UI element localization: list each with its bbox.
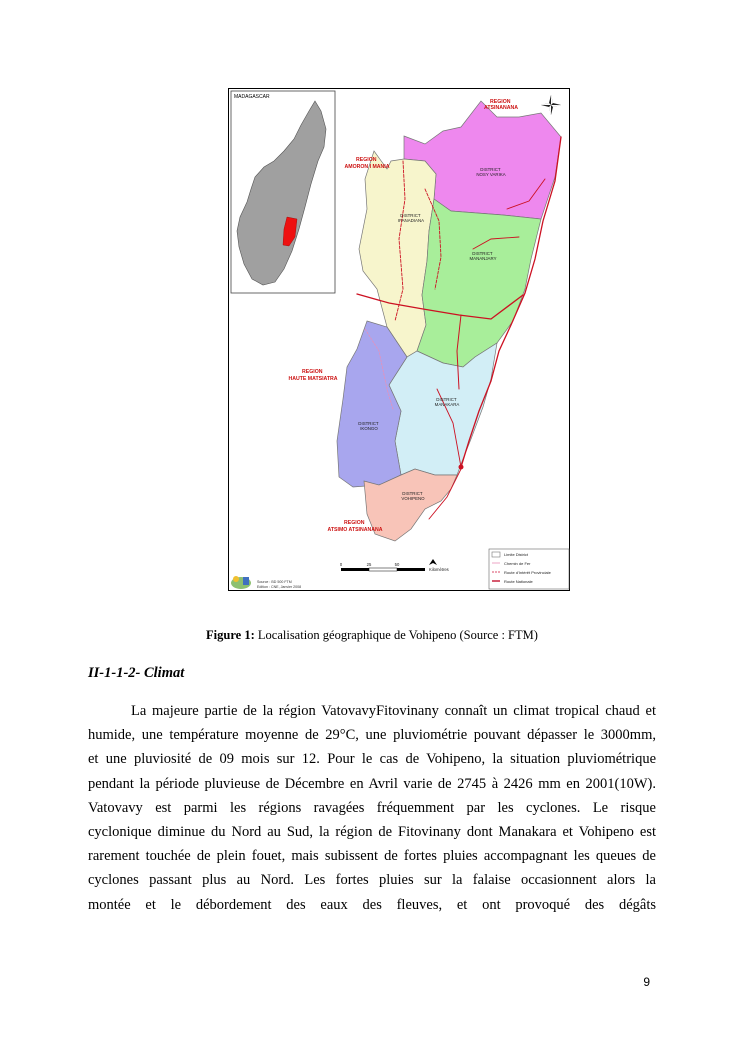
climate-paragraph <box>88 699 656 917</box>
legend <box>489 549 569 589</box>
compass-icon <box>541 95 561 115</box>
source-line-0: Source : BD 500 FTM <box>257 580 292 584</box>
paragraph-line: pendant la période pluvieuse de Décembre en Avril varie de 2745 à 2426 mm en 2001(10W). <box>88 775 656 792</box>
source-line-1: Edition : CNE, Janvier 2008 <box>257 585 302 589</box>
source-credits <box>231 576 301 589</box>
section-title: II-1-1-2- Climat <box>88 665 185 681</box>
region-amoron-imania-label: REGION AMORON I MANIA <box>344 157 390 170</box>
region-haute-matsiatra-label: REGION HAUTE MATSIATRA <box>288 369 338 382</box>
district-mananjary <box>417 199 541 367</box>
inset-label: MADAGASCAR <box>234 94 270 100</box>
district-nosy-varika-label: DISTRICT NOSY VARIKA <box>476 167 506 177</box>
paragraph-line: humide, une température moyenne de 29°C, une pluviométrie pouvant dépasser le 3000mm, <box>88 727 656 744</box>
scale-bar <box>340 559 449 572</box>
district-vohipeno-label: DISTRICT VOHIPENO <box>401 491 425 501</box>
region-atsinanana-label: REGION ATSINANANA <box>484 99 518 111</box>
paragraph-line: cyclones passant plus au Nord. Les fortes pluies sur la falaise occasionnent alors la <box>88 872 656 889</box>
paragraph-line: montée et le débordement des eaux des fleuves, et ont provoqué des dégâts <box>88 896 656 913</box>
scale-unit: Kilomètres <box>429 567 449 572</box>
scale-tick-2: 50 <box>394 562 400 567</box>
paragraph-line: Vatovavy est parmi les régions ravagées fréquemment par les cyclones. Le risque <box>88 799 656 816</box>
map-figure <box>228 88 570 591</box>
map-svg <box>229 89 571 592</box>
scale-tick-1: 25 <box>366 562 372 567</box>
north-arrow-icon <box>429 559 437 565</box>
region-atsimo-atsinanana-label: REGION ATSIMO ATSINANANA <box>327 520 383 533</box>
district-manakara <box>389 343 497 475</box>
paragraph-line: cyclonique diminue du Nord au Sud, la région de Fitovinany dont Manakara et Vohipeno est <box>88 823 656 840</box>
district-ikongo-label: DISTRICT IKONGO <box>358 421 379 431</box>
paragraph-line: et une pluviosité de 09 mois sur 12. Pour le cas de Vohipeno, la situation pluviométrique <box>88 751 656 768</box>
caption-text: Localisation géographique de Vohipeno (Source : FTM) <box>254 628 538 642</box>
district-manakara-label: DISTRICT MANAKARA <box>434 397 460 407</box>
caption-label: Figure 1: <box>206 628 255 642</box>
district-ikongo <box>337 321 407 487</box>
district-mananjary-label: DISTRICT MANANJARY <box>469 251 497 261</box>
legend-item-1: Chemin de Fer <box>504 561 531 566</box>
figure-caption <box>0 628 744 643</box>
ftm-logo-icon <box>231 576 251 589</box>
paragraph-line: La majeure partie de la région VatovavyFitovinany connaît un climat tropical chaud et <box>131 703 656 719</box>
district-ifanadiana-label: DISTRICT IFANADIANA <box>397 213 425 223</box>
scale-tick-0: 0 <box>339 562 343 567</box>
legend-item-3: Route Nationale <box>504 579 533 584</box>
legend-item-2: Route d'Intérêt Provinciale <box>504 570 551 575</box>
paragraph-line: rarement touchée de plein fouet, mais subissent de fortes pluies accompagnant les queues de <box>88 848 656 865</box>
page-number: 9 <box>643 975 650 989</box>
legend-item-0: Limite District <box>504 552 529 557</box>
